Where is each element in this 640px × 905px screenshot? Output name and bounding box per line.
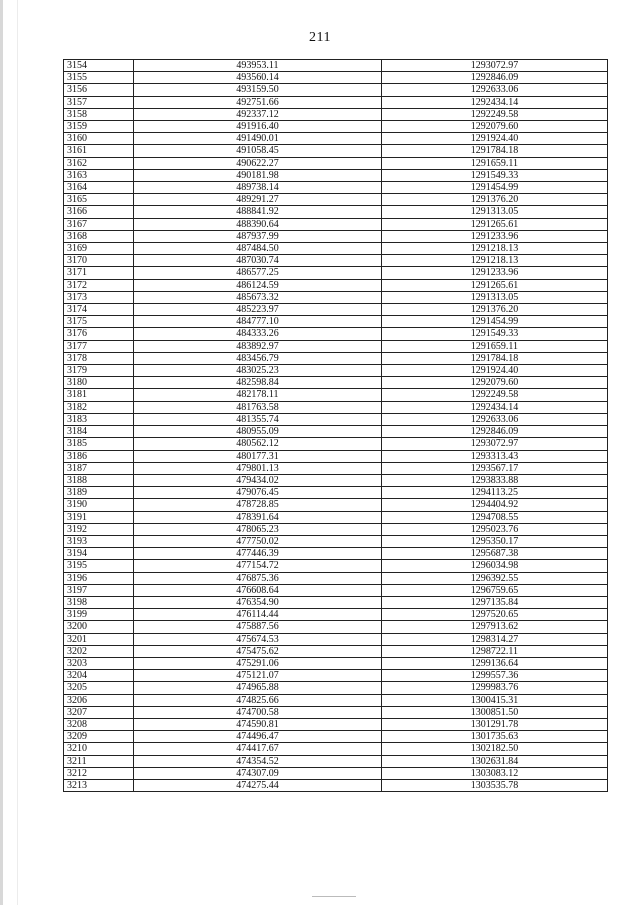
- table-row: [64, 145, 608, 157]
- point-number-cell: 3188: [64, 474, 134, 486]
- x-coordinate-cell: 488390.64: [134, 218, 382, 230]
- point-number-cell: 3207: [64, 706, 134, 718]
- x-coordinate-cell: 483456.79: [134, 352, 382, 364]
- x-coordinate-cell: 487937.99: [134, 230, 382, 242]
- point-number-cell: 3200: [64, 621, 134, 633]
- point-number-cell: 3160: [64, 133, 134, 145]
- y-coordinate-cell: 1292633.06: [382, 84, 608, 96]
- x-coordinate-cell: 477154.72: [134, 560, 382, 572]
- point-number-cell: 3170: [64, 255, 134, 267]
- table-row: [64, 474, 608, 486]
- x-coordinate-cell: 483025.23: [134, 365, 382, 377]
- x-coordinate-cell: 490622.27: [134, 157, 382, 169]
- point-number-cell: 3165: [64, 194, 134, 206]
- y-coordinate-cell: 1291218.13: [382, 255, 608, 267]
- point-number-cell: 3191: [64, 511, 134, 523]
- table-row: [64, 218, 608, 230]
- table-row: [64, 377, 608, 389]
- point-number-cell: 3198: [64, 596, 134, 608]
- point-number-cell: 3213: [64, 779, 134, 791]
- x-coordinate-cell: 481763.58: [134, 401, 382, 413]
- point-number-cell: 3156: [64, 84, 134, 96]
- table-row: [64, 255, 608, 267]
- table-row: [64, 682, 608, 694]
- table-row: [64, 60, 608, 72]
- x-coordinate-cell: 478728.85: [134, 499, 382, 511]
- y-coordinate-cell: 1291265.61: [382, 279, 608, 291]
- y-coordinate-cell: 1292079.60: [382, 377, 608, 389]
- y-coordinate-cell: 1294708.55: [382, 511, 608, 523]
- table-row: [64, 84, 608, 96]
- point-number-cell: 3157: [64, 96, 134, 108]
- point-number-cell: 3208: [64, 718, 134, 730]
- x-coordinate-cell: 474417.67: [134, 743, 382, 755]
- x-coordinate-cell: 480177.31: [134, 450, 382, 462]
- point-number-cell: 3196: [64, 572, 134, 584]
- point-number-cell: 3166: [64, 206, 134, 218]
- table-row: [64, 609, 608, 621]
- x-coordinate-cell: 476114.44: [134, 609, 382, 621]
- x-coordinate-cell: 476354.90: [134, 596, 382, 608]
- x-coordinate-cell: 474965.88: [134, 682, 382, 694]
- point-number-cell: 3171: [64, 267, 134, 279]
- y-coordinate-cell: 1297520.65: [382, 609, 608, 621]
- table-row: [64, 499, 608, 511]
- table-row: [64, 755, 608, 767]
- y-coordinate-cell: 1292846.09: [382, 426, 608, 438]
- table-row: [64, 462, 608, 474]
- point-number-cell: 3159: [64, 121, 134, 133]
- y-coordinate-cell: 1292249.58: [382, 389, 608, 401]
- point-number-cell: 3203: [64, 657, 134, 669]
- point-number-cell: 3197: [64, 584, 134, 596]
- y-coordinate-cell: 1291924.40: [382, 365, 608, 377]
- x-coordinate-cell: 479801.13: [134, 462, 382, 474]
- x-coordinate-cell: 483892.97: [134, 340, 382, 352]
- x-coordinate-cell: 479434.02: [134, 474, 382, 486]
- table-row: [64, 511, 608, 523]
- y-coordinate-cell: 1292434.14: [382, 96, 608, 108]
- table-row: [64, 401, 608, 413]
- x-coordinate-cell: 485223.97: [134, 304, 382, 316]
- y-coordinate-cell: 1296034.98: [382, 560, 608, 572]
- table-row: [64, 291, 608, 303]
- x-coordinate-cell: 475887.56: [134, 621, 382, 633]
- x-coordinate-cell: 474825.66: [134, 694, 382, 706]
- point-number-cell: 3205: [64, 682, 134, 694]
- point-number-cell: 3193: [64, 535, 134, 547]
- point-number-cell: 3163: [64, 169, 134, 181]
- x-coordinate-cell: 478065.23: [134, 523, 382, 535]
- x-coordinate-cell: 482178.11: [134, 389, 382, 401]
- point-number-cell: 3185: [64, 438, 134, 450]
- scan-edge-line: [17, 0, 18, 905]
- x-coordinate-cell: 493560.14: [134, 72, 382, 84]
- x-coordinate-cell: 486577.25: [134, 267, 382, 279]
- table-row: [64, 450, 608, 462]
- y-coordinate-cell: 1291313.05: [382, 206, 608, 218]
- point-number-cell: 3173: [64, 291, 134, 303]
- table-row: [64, 487, 608, 499]
- x-coordinate-cell: 488841.92: [134, 206, 382, 218]
- y-coordinate-cell: 1292249.58: [382, 108, 608, 120]
- table-row: [64, 72, 608, 84]
- point-number-cell: 3212: [64, 767, 134, 779]
- y-coordinate-cell: 1293313.43: [382, 450, 608, 462]
- y-coordinate-cell: 1303535.78: [382, 779, 608, 791]
- point-number-cell: 3161: [64, 145, 134, 157]
- x-coordinate-cell: 482598.84: [134, 377, 382, 389]
- point-number-cell: 3192: [64, 523, 134, 535]
- table-row: [64, 596, 608, 608]
- x-coordinate-cell: 480562.12: [134, 438, 382, 450]
- table-row: [64, 108, 608, 120]
- x-coordinate-cell: 474275.44: [134, 779, 382, 791]
- point-number-cell: 3174: [64, 304, 134, 316]
- x-coordinate-cell: 487030.74: [134, 255, 382, 267]
- point-number-cell: 3155: [64, 72, 134, 84]
- point-number-cell: 3204: [64, 670, 134, 682]
- y-coordinate-cell: 1302182.50: [382, 743, 608, 755]
- point-number-cell: 3164: [64, 182, 134, 194]
- table-row: [64, 731, 608, 743]
- table-row: [64, 657, 608, 669]
- y-coordinate-cell: 1296392.55: [382, 572, 608, 584]
- point-number-cell: 3189: [64, 487, 134, 499]
- table-row: [64, 133, 608, 145]
- x-coordinate-cell: 484777.10: [134, 316, 382, 328]
- table-row: [64, 584, 608, 596]
- y-coordinate-cell: 1296759.65: [382, 584, 608, 596]
- table-row: [64, 121, 608, 133]
- x-coordinate-cell: 486124.59: [134, 279, 382, 291]
- point-number-cell: 3206: [64, 694, 134, 706]
- x-coordinate-cell: 492337.12: [134, 108, 382, 120]
- coordinates-table: [63, 59, 608, 792]
- y-coordinate-cell: 1291376.20: [382, 194, 608, 206]
- x-coordinate-cell: 476875.36: [134, 572, 382, 584]
- y-coordinate-cell: 1298314.27: [382, 633, 608, 645]
- point-number-cell: 3186: [64, 450, 134, 462]
- point-number-cell: 3179: [64, 365, 134, 377]
- x-coordinate-cell: 476608.64: [134, 584, 382, 596]
- y-coordinate-cell: 1295350.17: [382, 535, 608, 547]
- table-row: [64, 389, 608, 401]
- y-coordinate-cell: 1295023.76: [382, 523, 608, 535]
- point-number-cell: 3199: [64, 609, 134, 621]
- y-coordinate-cell: 1291454.99: [382, 316, 608, 328]
- point-number-cell: 3183: [64, 413, 134, 425]
- x-coordinate-cell: 492751.66: [134, 96, 382, 108]
- table-row: [64, 206, 608, 218]
- x-coordinate-cell: 477446.39: [134, 548, 382, 560]
- y-coordinate-cell: 1291218.13: [382, 243, 608, 255]
- x-coordinate-cell: 474700.58: [134, 706, 382, 718]
- point-number-cell: 3162: [64, 157, 134, 169]
- y-coordinate-cell: 1292434.14: [382, 401, 608, 413]
- point-number-cell: 3209: [64, 731, 134, 743]
- x-coordinate-cell: 491058.45: [134, 145, 382, 157]
- point-number-cell: 3169: [64, 243, 134, 255]
- point-number-cell: 3175: [64, 316, 134, 328]
- point-number-cell: 3172: [64, 279, 134, 291]
- y-coordinate-cell: 1291233.96: [382, 267, 608, 279]
- x-coordinate-cell: 490181.98: [134, 169, 382, 181]
- y-coordinate-cell: 1291924.40: [382, 133, 608, 145]
- table-row: [64, 194, 608, 206]
- point-number-cell: 3211: [64, 755, 134, 767]
- x-coordinate-cell: 480955.09: [134, 426, 382, 438]
- table-row: [64, 169, 608, 181]
- x-coordinate-cell: 491916.40: [134, 121, 382, 133]
- table-row: [64, 413, 608, 425]
- x-coordinate-cell: 491490.01: [134, 133, 382, 145]
- y-coordinate-cell: 1291233.96: [382, 230, 608, 242]
- table-row: [64, 621, 608, 633]
- table-row: [64, 743, 608, 755]
- table-row: [64, 767, 608, 779]
- x-coordinate-cell: 489738.14: [134, 182, 382, 194]
- y-coordinate-cell: 1299557.36: [382, 670, 608, 682]
- x-coordinate-cell: 474307.09: [134, 767, 382, 779]
- y-coordinate-cell: 1291265.61: [382, 218, 608, 230]
- x-coordinate-cell: 489291.27: [134, 194, 382, 206]
- y-coordinate-cell: 1295687.38: [382, 548, 608, 560]
- table-row: [64, 438, 608, 450]
- point-number-cell: 3182: [64, 401, 134, 413]
- table-row: [64, 316, 608, 328]
- table-row: [64, 243, 608, 255]
- x-coordinate-cell: 478391.64: [134, 511, 382, 523]
- point-number-cell: 3195: [64, 560, 134, 572]
- point-number-cell: 3158: [64, 108, 134, 120]
- y-coordinate-cell: 1300851.50: [382, 706, 608, 718]
- table-row: [64, 670, 608, 682]
- point-number-cell: 3176: [64, 328, 134, 340]
- x-coordinate-cell: 481355.74: [134, 413, 382, 425]
- table-row: [64, 352, 608, 364]
- point-number-cell: 3187: [64, 462, 134, 474]
- x-coordinate-cell: 475291.06: [134, 657, 382, 669]
- y-coordinate-cell: 1297913.62: [382, 621, 608, 633]
- point-number-cell: 3168: [64, 230, 134, 242]
- point-number-cell: 3181: [64, 389, 134, 401]
- point-number-cell: 3210: [64, 743, 134, 755]
- table-row: [64, 426, 608, 438]
- table-row: [64, 779, 608, 791]
- x-coordinate-cell: 475674.53: [134, 633, 382, 645]
- x-coordinate-cell: 475121.07: [134, 670, 382, 682]
- x-coordinate-cell: 487484.50: [134, 243, 382, 255]
- x-coordinate-cell: 479076.45: [134, 487, 382, 499]
- y-coordinate-cell: 1298722.11: [382, 645, 608, 657]
- table-row: [64, 718, 608, 730]
- point-number-cell: 3190: [64, 499, 134, 511]
- y-coordinate-cell: 1291549.33: [382, 169, 608, 181]
- table-row: [64, 548, 608, 560]
- point-number-cell: 3201: [64, 633, 134, 645]
- x-coordinate-cell: 493159.50: [134, 84, 382, 96]
- y-coordinate-cell: 1291376.20: [382, 304, 608, 316]
- y-coordinate-cell: 1291313.05: [382, 291, 608, 303]
- table-row: [64, 328, 608, 340]
- table-row: [64, 706, 608, 718]
- y-coordinate-cell: 1291784.18: [382, 145, 608, 157]
- table-row: [64, 182, 608, 194]
- point-number-cell: 3154: [64, 60, 134, 72]
- table-row: [64, 267, 608, 279]
- footer-mark: [312, 896, 356, 897]
- y-coordinate-cell: 1292633.06: [382, 413, 608, 425]
- y-coordinate-cell: 1302631.84: [382, 755, 608, 767]
- y-coordinate-cell: 1292079.60: [382, 121, 608, 133]
- y-coordinate-cell: 1303083.12: [382, 767, 608, 779]
- table-row: [64, 96, 608, 108]
- point-number-cell: 3180: [64, 377, 134, 389]
- x-coordinate-cell: 474354.52: [134, 755, 382, 767]
- y-coordinate-cell: 1292846.09: [382, 72, 608, 84]
- table-row: [64, 645, 608, 657]
- y-coordinate-cell: 1293072.97: [382, 438, 608, 450]
- table-row: [64, 535, 608, 547]
- y-coordinate-cell: 1291549.33: [382, 328, 608, 340]
- point-number-cell: 3202: [64, 645, 134, 657]
- y-coordinate-cell: 1294404.92: [382, 499, 608, 511]
- y-coordinate-cell: 1301291.78: [382, 718, 608, 730]
- x-coordinate-cell: 474496.47: [134, 731, 382, 743]
- x-coordinate-cell: 485673.32: [134, 291, 382, 303]
- y-coordinate-cell: 1291454.99: [382, 182, 608, 194]
- coordinates-table-body: [64, 60, 608, 792]
- table-row: [64, 633, 608, 645]
- table-row: [64, 304, 608, 316]
- table-row: [64, 365, 608, 377]
- point-number-cell: 3177: [64, 340, 134, 352]
- table-row: [64, 157, 608, 169]
- y-coordinate-cell: 1299136.64: [382, 657, 608, 669]
- y-coordinate-cell: 1291659.11: [382, 157, 608, 169]
- page-number: 211: [309, 30, 331, 45]
- table-row: [64, 560, 608, 572]
- x-coordinate-cell: 477750.02: [134, 535, 382, 547]
- y-coordinate-cell: 1293567.17: [382, 462, 608, 474]
- y-coordinate-cell: 1297135.84: [382, 596, 608, 608]
- table-row: [64, 279, 608, 291]
- point-number-cell: 3194: [64, 548, 134, 560]
- table-row: [64, 572, 608, 584]
- y-coordinate-cell: 1299983.76: [382, 682, 608, 694]
- table-row: [64, 340, 608, 352]
- y-coordinate-cell: 1294113.25: [382, 487, 608, 499]
- y-coordinate-cell: 1291659.11: [382, 340, 608, 352]
- y-coordinate-cell: 1293833.88: [382, 474, 608, 486]
- y-coordinate-cell: 1291784.18: [382, 352, 608, 364]
- scan-edge: [0, 0, 3, 905]
- table-row: [64, 230, 608, 242]
- table-row: [64, 694, 608, 706]
- x-coordinate-cell: 493953.11: [134, 60, 382, 72]
- y-coordinate-cell: 1300415.31: [382, 694, 608, 706]
- x-coordinate-cell: 484333.26: [134, 328, 382, 340]
- y-coordinate-cell: 1301735.63: [382, 731, 608, 743]
- point-number-cell: 3184: [64, 426, 134, 438]
- point-number-cell: 3167: [64, 218, 134, 230]
- point-number-cell: 3178: [64, 352, 134, 364]
- x-coordinate-cell: 474590.81: [134, 718, 382, 730]
- y-coordinate-cell: 1293072.97: [382, 60, 608, 72]
- table-row: [64, 523, 608, 535]
- x-coordinate-cell: 475475.62: [134, 645, 382, 657]
